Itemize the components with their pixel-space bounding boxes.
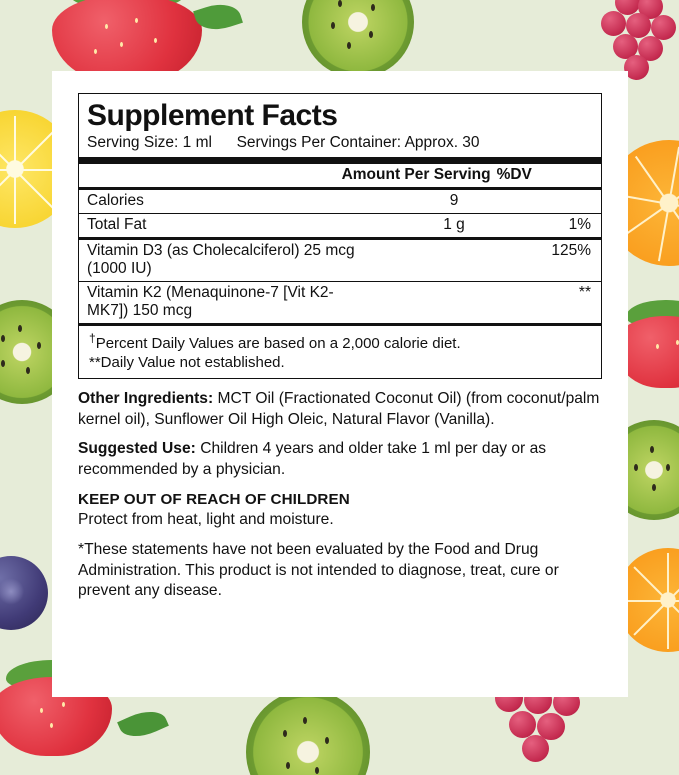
- row-dv: 125%: [529, 238, 601, 281]
- supplement-facts-panel: [52, 71, 628, 697]
- nutrition-rows: [79, 190, 601, 323]
- blueberry-icon: [0, 556, 48, 630]
- divider-thick: [79, 157, 601, 164]
- suggested-use-label: Suggested Use:: [78, 440, 196, 458]
- row-amount: 9: [449, 191, 459, 209]
- header-spacer: [79, 164, 117, 187]
- supplement-facts-title: Supplement Facts: [87, 99, 338, 132]
- nutrition-table: [79, 164, 601, 187]
- row-dv: 1%: [529, 213, 601, 238]
- keep-out-of-reach-warning: KEEP OUT OF REACH OF CHILDREN: [78, 490, 350, 508]
- header-amount-per-serving: Amount Per Serving: [341, 165, 491, 183]
- serving-size-label: Serving Size:: [87, 133, 179, 151]
- footnote-1-text: Percent Daily Values are based on a 2,000 calorie diet.: [95, 334, 461, 352]
- row-name: Vitamin K2 (Menaquinone-7 [Vit K2-MK7]) 150 mcg: [79, 281, 379, 323]
- row-name: Total Fat: [79, 213, 379, 238]
- row-name: Vitamin D3 (as Cholecalciferol) 25 mcg (1000 IU): [79, 238, 379, 281]
- suggested-use-text: Children 4 years and older take 1 ml per day or as recommended by a physician.: [78, 440, 547, 479]
- row-dv: [529, 190, 601, 214]
- other-ingredients-block: [78, 389, 602, 430]
- row-amount: [379, 281, 529, 323]
- servings-per-container-value: Approx. 30: [404, 133, 480, 151]
- row-dv: **: [529, 281, 601, 323]
- label-body-text: [78, 389, 602, 602]
- table-row: [79, 281, 601, 323]
- kiwi-slice-icon: [302, 0, 414, 78]
- row-name: Calories: [87, 191, 144, 209]
- footnote-not-established: **Daily Value not established.: [89, 353, 285, 371]
- suggested-use-block: [78, 439, 602, 480]
- supplement-facts-box: [78, 93, 602, 379]
- serving-info: [79, 132, 601, 157]
- other-ingredients-label: Other Ingredients:: [78, 389, 214, 407]
- serving-size-value: 1 ml: [182, 133, 212, 151]
- dagger-symbol: †: [89, 330, 96, 345]
- footnotes: [79, 326, 601, 378]
- header-percent-dv: %DV: [496, 165, 532, 183]
- footnote-daily-values: [89, 331, 593, 353]
- table-row: [79, 190, 601, 214]
- leaf-icon: [117, 704, 169, 745]
- other-ingredients-text: MCT Oil (Fractionated Coconut Oil) (from coconut/palm kernel oil), Sunflower Oil High Oleic, Natural Flavor (Vanilla).: [78, 389, 600, 428]
- table-row: [79, 238, 601, 281]
- kiwi-slice-icon: [246, 690, 370, 775]
- row-amount: [379, 238, 529, 281]
- table-header-row: [79, 164, 601, 187]
- fda-disclaimer: *These statements have not been evaluated by the Food and Drug Administration. This product is not intended to diagnose, treat, cure or prevent any disease.: [78, 540, 559, 600]
- servings-per-container-label: Servings Per Container:: [236, 133, 402, 151]
- storage-instructions: Protect from heat, light and moisture.: [78, 511, 334, 529]
- row-amount: 1 g: [379, 213, 529, 238]
- table-row: [79, 213, 601, 238]
